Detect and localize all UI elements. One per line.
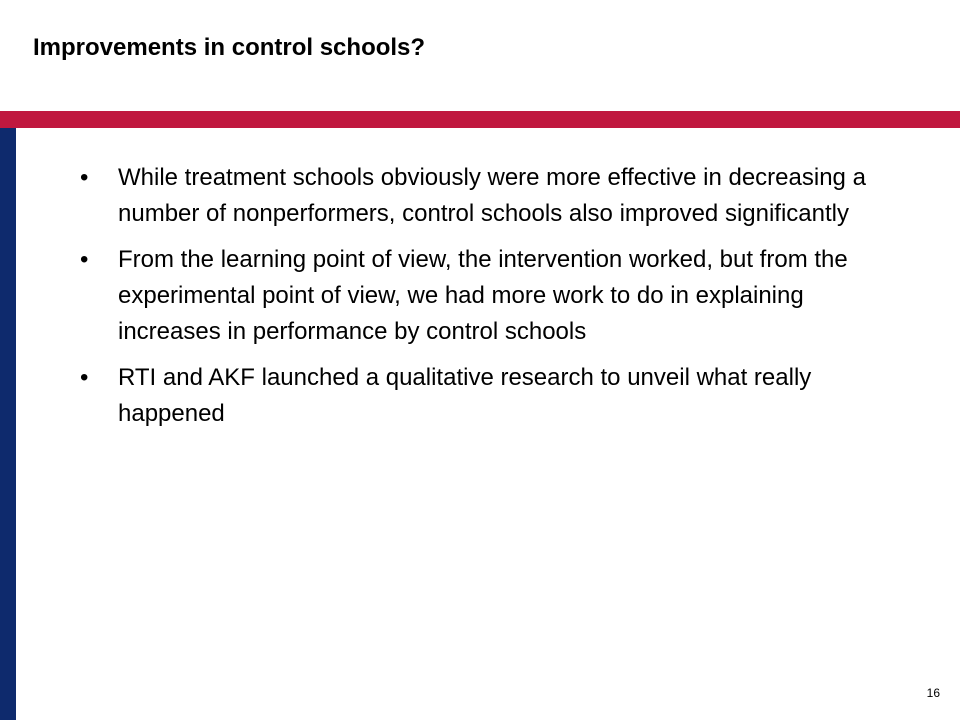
slide-title: Improvements in control schools? — [33, 34, 426, 61]
bullet-item — [80, 360, 910, 432]
bullet-text: While treatment schools obviously were more effective in decreasing a number of nonperformers, control schools also improved significantly — [118, 164, 866, 227]
bullet-text: RTI and AKF launched a qualitative research to unveil what really happened — [118, 364, 812, 427]
bullet-item — [80, 242, 910, 350]
bullet-list — [80, 160, 910, 442]
side-bar — [0, 128, 16, 720]
page-number: 16 — [926, 686, 940, 700]
accent-band — [0, 111, 960, 128]
bullet-item — [80, 160, 910, 232]
bullet-text: From the learning point of view, the intervention worked, but from the experimental point of view, we had more work to do in explaining increases in performance by control schools — [118, 246, 848, 345]
bullet-marker: • — [80, 246, 89, 273]
bullet-marker: • — [80, 164, 89, 191]
bullet-marker: • — [80, 364, 89, 391]
